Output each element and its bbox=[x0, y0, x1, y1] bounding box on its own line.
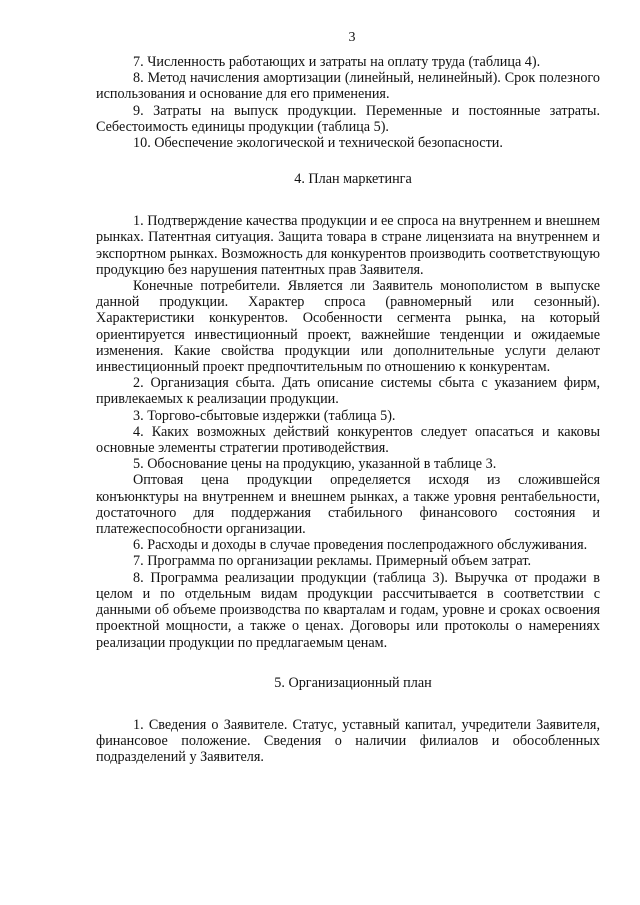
marketing-paragraph-6: 6. Расходы и доходы в случае проведения послепродажного обслуживания. bbox=[133, 537, 588, 554]
item-9-costs: 9. Затраты на выпуск продукции. Переменные и постоянные затраты. Себестоимость единицы продукции (таблица 5). bbox=[96, 102, 600, 135]
spacer bbox=[96, 691, 600, 717]
marketing-paragraph-consumers: Конечные потребители. Является ли Заявитель монополистом в выпуске данной продукции. Характер спроса (равномерный или сезонный). Характеристики конкурентов. Особенности сегмента рынка, на который ориентируется инвестиционный проект, важнейшие тенденции и ожидаемые изменения. Какие свойства продукции или дополнительные услуги делают инвестиционный проект предпочтительным по отношению к конкурентам. bbox=[96, 278, 600, 376]
item-8-depreciation: 8. Метод начисления амортизации (линейный, нелинейный). Срок полезного использования и основание для его применения. bbox=[96, 70, 600, 103]
section-title-org-plan: 5. Организационный план bbox=[274, 674, 432, 691]
page-number: 3 bbox=[348, 30, 356, 45]
section-title-marketing: 4. План маркетинга bbox=[294, 171, 412, 188]
marketing-paragraph-2: 2. Организация сбыта. Дать описание системы сбыта с указанием фирм, привлекаемых к реализации продукции. bbox=[96, 375, 600, 408]
spacer bbox=[96, 187, 600, 213]
marketing-paragraph-3: 3. Торгово-сбытовые издержки (таблица 5). bbox=[133, 407, 396, 424]
marketing-paragraph-7: 7. Программа по организации рекламы. Примерный объем затрат. bbox=[133, 553, 532, 570]
spacer bbox=[96, 151, 600, 171]
marketing-paragraph-4: 4. Каких возможных действий конкурентов следует опасаться и каковы основные элементы стратегии противодействия. bbox=[96, 423, 600, 457]
spacer bbox=[96, 651, 600, 675]
marketing-paragraph-8: 8. Программа реализации продукции (таблица 3). Выручка от продажи в целом и по отдельным видам продукции рассчитывается в соответствии с данными об объеме производства по кварталам и годам, уровне и сроках освоения проектной мощности, а также о ценах. Договоры или протоколы о намерениях реализации продукции по предлагаемым ценам. bbox=[96, 569, 600, 651]
item-10-safety: 10. Обеспечение экологической и технической безопасности. bbox=[133, 135, 503, 152]
item-7-labor: 7. Численность работающих и затраты на оплату труда (таблица 4). bbox=[133, 54, 541, 70]
marketing-paragraph-1: 1. Подтверждение качества продукции и ее спроса на внутреннем и внешнем рынках. Патентная ситуация. Защита товара в стране лицензиата на внутреннем и экспортном рынках. Возможность для конкурентов производить соответствующую продукцию без нарушения патентных прав Заявителя. bbox=[96, 213, 600, 278]
marketing-paragraph-5: 5. Обоснование цены на продукцию, указанной в таблице 3. bbox=[133, 456, 497, 473]
org-paragraph-1: 1. Сведения о Заявителе. Статус, уставный капитал, учредители Заявителя, финансовое положение. Сведения о наличии филиалов и обособленных подразделений у Заявителя. bbox=[96, 716, 600, 766]
marketing-paragraph-price: Оптовая цена продукции определяется исходя из сложившейся конъюнктуры на внутреннем и внешнем рынках, а также уровня рентабельности, достаточного для поддержания стабильного финансового состояния и платежеспособности организации. bbox=[96, 472, 600, 538]
